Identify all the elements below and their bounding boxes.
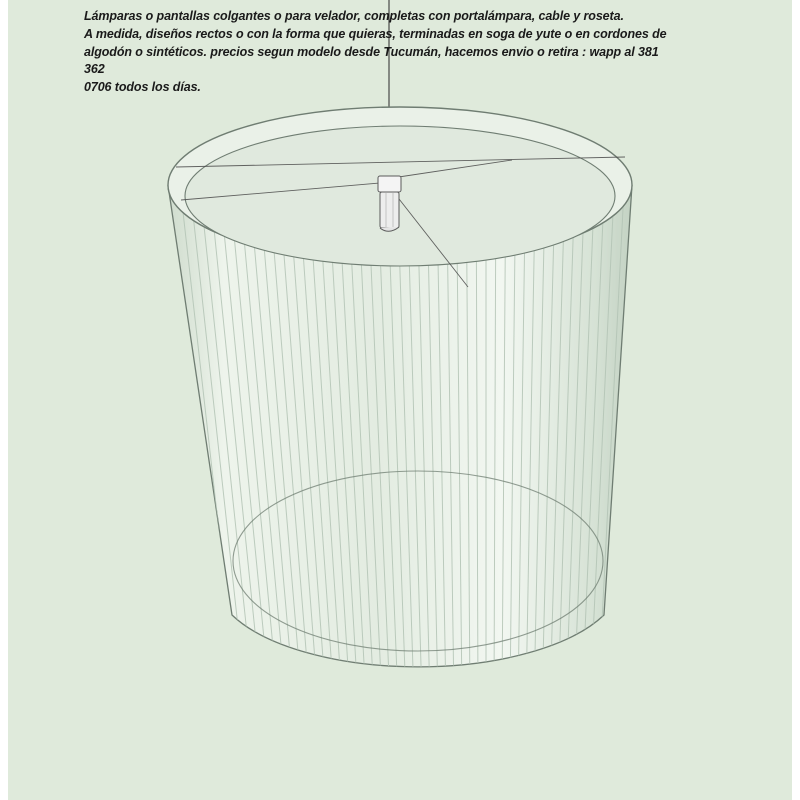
product-description <box>84 8 734 97</box>
caption-line-2: A medida, diseños rectos o con la forma que quieras, terminadas en soga de yute o en cordones de <box>84 26 667 41</box>
left-margin <box>0 0 8 800</box>
lamp-socket <box>378 176 401 231</box>
caption-line-5: 0706 todos los días. <box>84 80 201 94</box>
caption-line-1: Lámparas o pantallas colgantes o para velador, completas con portalámpara, cable y roseta. <box>84 9 624 23</box>
caption-line-3: algodón o sintéticos. precios segun modelo desde Tucumán, hacemos envio o retira : wapp al 381 <box>84 44 659 59</box>
caption-line-4: 362 <box>84 62 105 77</box>
right-margin <box>792 0 800 800</box>
